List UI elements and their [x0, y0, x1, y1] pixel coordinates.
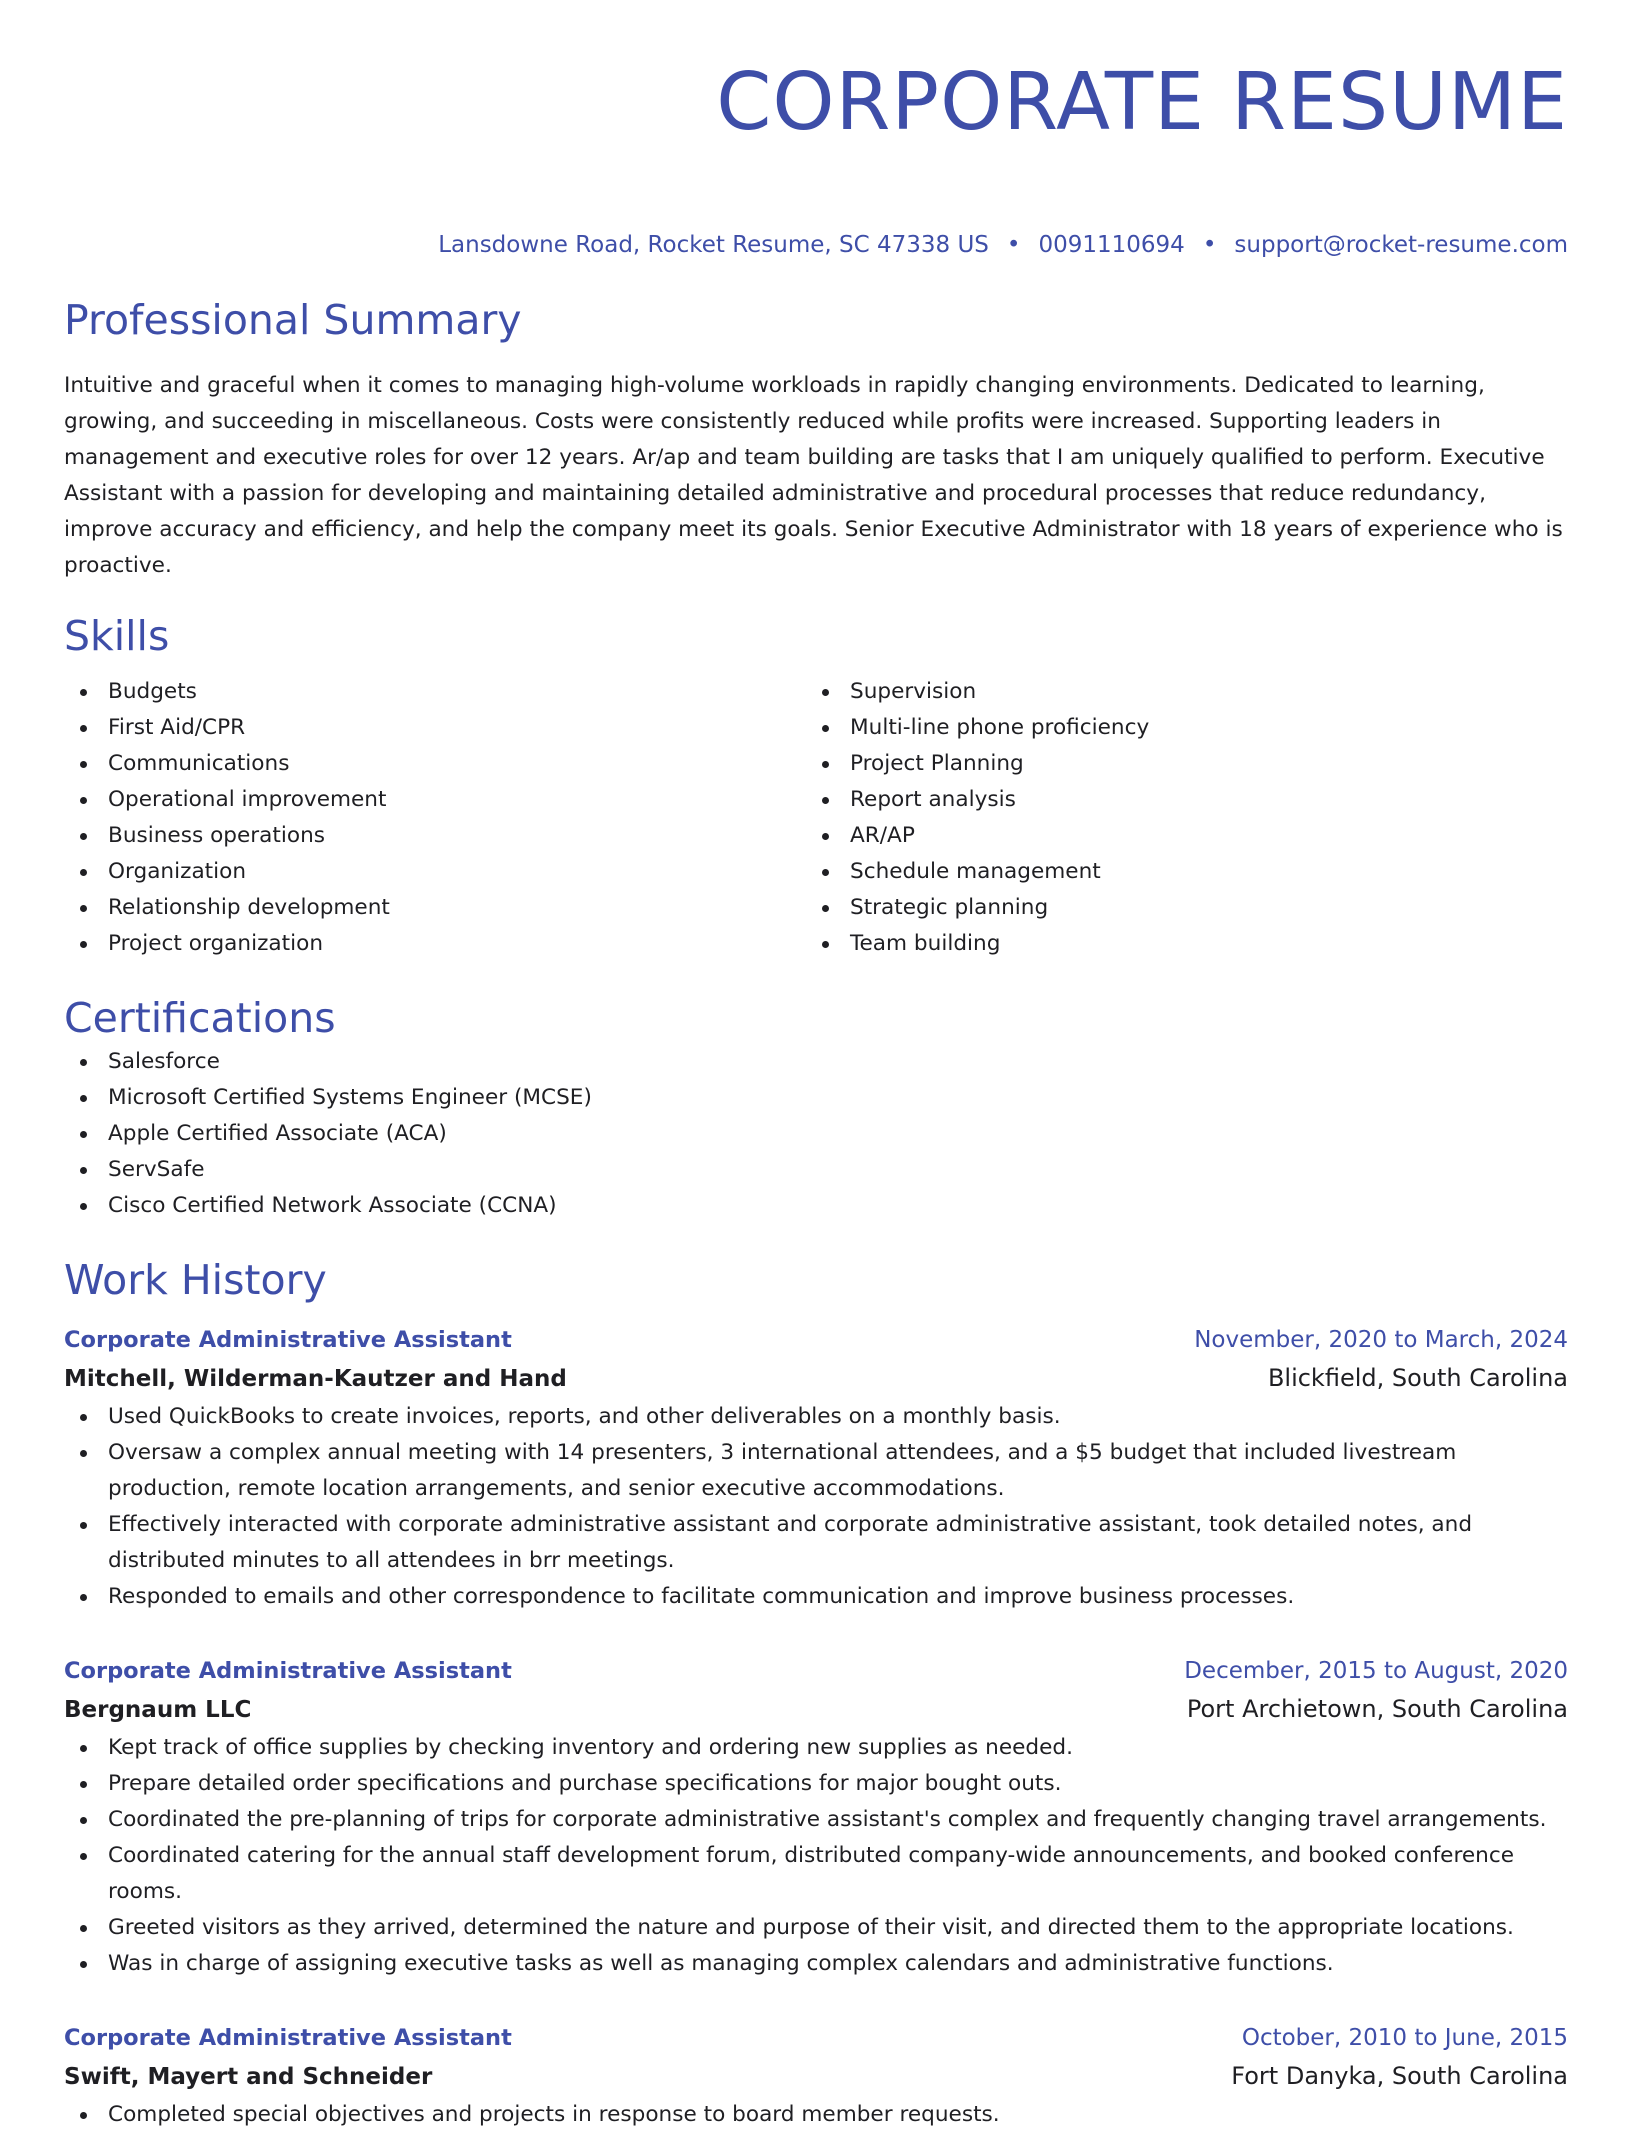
summary-section [64, 294, 1568, 584]
job-duty-item: Oversaw a complex annual meeting with 14 presenters, 3 international attendees, and a $5 budget that included livestream production, remote location arrangements, and senior executive accommodations. [64, 1435, 1568, 1507]
job-title-row [64, 2020, 1568, 2056]
work-history-section [64, 1254, 1568, 2133]
skill-item: Organization [64, 854, 806, 890]
job-duty-item: Used QuickBooks to create invoices, reports, and other deliverables on a monthly basis. [64, 1399, 1568, 1435]
job-company: Bergnaum LLC [64, 1697, 252, 1723]
certification-item: ServSafe [64, 1152, 1568, 1188]
contact-address: Lansdowne Road, Rocket Resume, SC 47338 US [438, 232, 989, 258]
skill-item: Business operations [64, 818, 806, 854]
contact-separator: • [1006, 232, 1021, 258]
skill-item: Report analysis [806, 782, 1548, 818]
skill-item: Multi-line phone proficiency [806, 710, 1548, 746]
job-duty-item: Coordinated catering for the annual staff development forum, distributed company-wide announcements, and booked conference rooms. [64, 1838, 1568, 1910]
skill-item: Operational improvement [64, 782, 806, 818]
job-duty-item: Completed special objectives and projects in response to board member requests. [64, 2097, 1568, 2133]
contact-separator: • [1202, 232, 1217, 258]
job-dates: December, 2015 to August, 2020 [1184, 1658, 1568, 1684]
certification-item: Apple Certified Associate (ACA) [64, 1116, 1568, 1152]
skills-section [64, 610, 1568, 962]
job-location: Blickfield, South Carolina [1267, 1364, 1568, 1392]
job-position: Corporate Administrative Assistant [64, 1658, 512, 1684]
job-dates: November, 2020 to March, 2024 [1194, 1327, 1568, 1353]
job-duty-item: Was in charge of assigning executive tasks as well as managing complex calendars and administrative functions. [64, 1946, 1568, 1982]
skill-item: Strategic planning [806, 890, 1548, 926]
job-location: Fort Danyka, South Carolina [1231, 2062, 1568, 2090]
skill-item: AR/AP [806, 818, 1548, 854]
skill-item: Schedule management [806, 854, 1548, 890]
job-company-row [64, 1358, 1568, 1399]
resume-header [64, 52, 1568, 260]
job-position: Corporate Administrative Assistant [64, 2025, 512, 2051]
skills-heading: Skills [64, 612, 170, 660]
job-duties-list [64, 2097, 1568, 2133]
certification-item: Microsoft Certified Systems Engineer (MCSE) [64, 1080, 1568, 1116]
job-company-row [64, 2056, 1568, 2097]
contact-phone: 0091110694 [1038, 232, 1185, 258]
skills-list-right [806, 674, 1548, 962]
job-entry [64, 1653, 1568, 1982]
skill-item: Team building [806, 926, 1548, 962]
job-position: Corporate Administrative Assistant [64, 1327, 512, 1353]
job-duty-item: Responded to emails and other correspondence to facilitate communication and improve business processes. [64, 1579, 1568, 1615]
job-company: Swift, Mayert and Schneider [64, 2064, 433, 2090]
job-list [64, 1322, 1568, 2133]
skill-item: Project Planning [806, 746, 1548, 782]
certification-item: Salesforce [64, 1044, 1568, 1080]
certifications-section [64, 992, 1568, 1224]
job-duty-item: Greeted visitors as they arrived, determined the nature and purpose of their visit, and directed them to the appropriate locations. [64, 1910, 1568, 1946]
skill-item: Communications [64, 746, 806, 782]
contact-line [64, 230, 1568, 260]
job-duty-item: Prepare detailed order specifications and purchase specifications for major bought outs. [64, 1766, 1568, 1802]
certification-item: Cisco Certified Network Associate (CCNA) [64, 1188, 1568, 1224]
job-duty-item: Effectively interacted with corporate administrative assistant and corporate administrative assistant, took detailed notes, and distributed minutes to all attendees in brr meetings. [64, 1507, 1568, 1579]
job-location: Port Archietown, South Carolina [1186, 1695, 1568, 1723]
contact-email: support@rocket-resume.com [1234, 232, 1568, 258]
skill-item: Project organization [64, 926, 806, 962]
certifications-list [64, 1044, 1568, 1224]
job-duty-item: Coordinated the pre-planning of trips for corporate administrative assistant's complex and frequently changing travel arrangements. [64, 1802, 1568, 1838]
skills-list-left [64, 674, 806, 962]
work-history-heading: Work History [64, 1256, 327, 1304]
job-company: Mitchell, Wilderman-Kautzer and Hand [64, 1366, 567, 1392]
job-entry [64, 1322, 1568, 1615]
job-entry [64, 2020, 1568, 2133]
resume-title: CORPORATE RESUME [716, 56, 1568, 148]
job-dates: October, 2010 to June, 2015 [1241, 2025, 1568, 2051]
skill-item: First Aid/CPR [64, 710, 806, 746]
summary-text: Intuitive and graceful when it comes to managing high-volume workloads in rapidly changing environments. Dedicated to learning, growing, and succeeding in miscellaneous. Costs were consistently reduced while profits were increased. Supporting leaders in management and executive roles for over 12 years. Ar/ap and team building are tasks that I am uniquely qualified to perform. Executive Assistant with a passion for developing and maintaining detailed administrative and procedural processes that reduce redundancy, improve accuracy and efficiency, and help the company meet its goals. Senior Executive Administrator with 18 years of experience who is proactive. [64, 373, 1563, 578]
job-duties-list [64, 1730, 1568, 1982]
job-title-row [64, 1322, 1568, 1358]
job-title-row [64, 1653, 1568, 1689]
job-duty-item: Kept track of office supplies by checking inventory and ordering new supplies as needed. [64, 1730, 1568, 1766]
certifications-heading: Certifications [64, 994, 336, 1042]
job-company-row [64, 1689, 1568, 1730]
job-duties-list [64, 1399, 1568, 1615]
summary-heading: Professional Summary [64, 296, 522, 344]
skill-item: Budgets [64, 674, 806, 710]
skill-item: Supervision [806, 674, 1548, 710]
skill-item: Relationship development [64, 890, 806, 926]
skills-grid [64, 674, 1568, 962]
